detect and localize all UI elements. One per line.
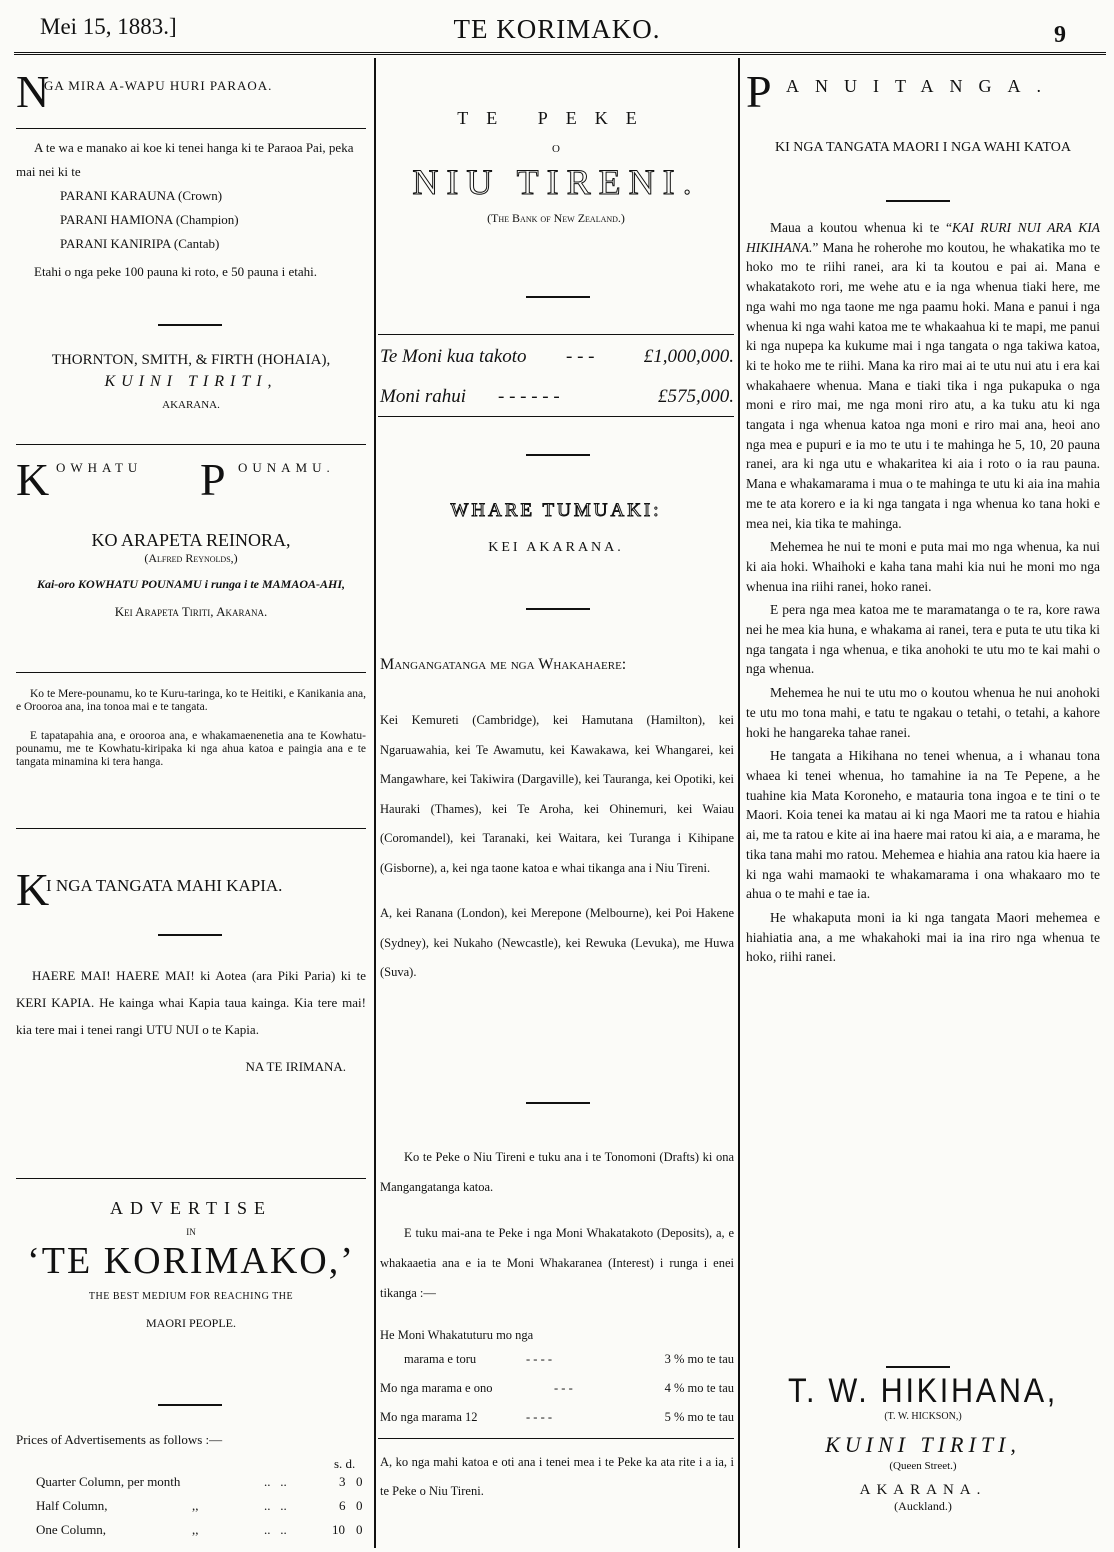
price-label: One Column, xyxy=(36,1522,107,1537)
drafts-note: Ko te Peke o Niu Tireni e tuku ana i te Tonomoni (Drafts) ki ona Mangangatanga katoa. xyxy=(380,1150,734,1194)
price-shillings: 3 xyxy=(339,1474,346,1489)
leader-dots: .. .. xyxy=(264,1522,287,1537)
surveyor-town: AKARANA. xyxy=(859,1482,987,1498)
rule xyxy=(378,1438,734,1439)
leader-dots: .. .. xyxy=(264,1474,287,1489)
firm-town: AKARANA. xyxy=(162,399,220,411)
price-pence: 0 xyxy=(356,1498,363,1513)
bank-title: NIU TIRENI. xyxy=(412,162,700,202)
reserve-row xyxy=(380,386,734,408)
leader-dashes: - - - - xyxy=(526,1352,553,1366)
brand-item: PARANI KANIRIPA (Cantab) xyxy=(60,236,220,251)
drop-cap: P xyxy=(746,66,772,117)
flour-intro: A te wa e manako ai koe ki tenei hanga ki te Paraoa Pai, peka mai nei ki te xyxy=(16,140,354,179)
reserve-label: Moni rahui xyxy=(380,386,467,407)
brand-item: PARANI KARAUNA (Crown) xyxy=(60,188,223,203)
price-table xyxy=(16,1474,368,1544)
text-run: KAI RURI NUI ARA KIA HIKIHANA. xyxy=(746,220,1100,255)
advert-line: THE BEST MEDIUM FOR REACHING THE xyxy=(88,1291,294,1302)
drop-cap: N xyxy=(16,66,50,117)
heading-text: ANUITANGA. xyxy=(786,76,1058,96)
gum-heading xyxy=(16,862,366,915)
bank-line: O xyxy=(552,143,560,155)
greenstone-para1: Ko te Mere-pounamu, ko te Kuru-taringa, ko te Heitiki, e Kanikania ana, e Orooroa ana, ina tonoa mai e te tangata. xyxy=(16,688,366,713)
advertise-notice xyxy=(16,1198,366,1331)
rule xyxy=(886,200,950,202)
rule xyxy=(158,934,222,936)
ditto-mark: ,, xyxy=(192,1522,199,1537)
advert-line: MAORI PEOPLE. xyxy=(145,1316,236,1330)
rule xyxy=(886,1366,950,1368)
surveyor-street: KUINI TIRITI, xyxy=(825,1432,1021,1457)
interest-rates xyxy=(380,1352,734,1432)
price-shillings: 6 xyxy=(339,1498,346,1513)
capital-row xyxy=(380,346,734,368)
masthead-date: Mei 15, 1883.] xyxy=(40,14,177,39)
leader-dashes: - - - - xyxy=(526,1410,553,1424)
rate-value: 4 % mo te tau xyxy=(664,1381,734,1395)
greenstone-para2: E tapatapahia ana, e orooroa ana, e whakamaenenetia ana te Kowhatu-pounamu, me te Kowhatu-kiripaka ki nga ahua katoa e paingia ana e te tangata minamina ki tera hanga. xyxy=(16,730,366,768)
rule xyxy=(378,334,734,335)
price-label: Quarter Column, per month xyxy=(36,1474,181,1489)
drop-cap: K xyxy=(16,864,50,915)
rule xyxy=(526,454,590,456)
jeweller-address: Kei Arapeta Tiriti, Akarana. xyxy=(114,604,268,619)
rate-term: marama e toru xyxy=(404,1352,477,1366)
rule xyxy=(158,324,222,326)
rule xyxy=(16,444,366,445)
gum-signature: NA TE IRIMANA. xyxy=(245,1059,346,1074)
rule xyxy=(16,128,366,129)
leader-dashes: - - - - - - xyxy=(498,386,560,407)
rule xyxy=(16,1178,366,1179)
branches-title: Mangangatanga me nga Whakahaere: xyxy=(380,656,627,673)
bank-title-en: (The Bank of New Zealand.) xyxy=(487,211,625,225)
drop-cap: P xyxy=(200,454,226,505)
notice-para-3: E pera nga mea katoa me te maramatanga o te ra, kore rawa nei he mea kia huna, e whakama ai ranei, tera e puta te utu tika ki nga tangata i nga whenua, e tika anohoki te utu mo te kai mahi o nga whenua. xyxy=(746,602,1100,677)
flour-mill-notice xyxy=(16,66,366,117)
drop-cap: K xyxy=(16,454,50,505)
greenstone-heading xyxy=(16,448,366,505)
prices-unit: s. d. xyxy=(334,1456,356,1471)
price-label: Half Column, xyxy=(36,1498,108,1513)
text-run: Maua a koutou whenua ki te “ xyxy=(770,220,952,235)
branches-list: Kei Kemureti (Cambridge), kei Hamutana (Hamilton), kei Ngaruawahia, kei Te Awamutu, kei Kawakawa, kei Whangarei, kei Mangawhare, kei Takiwira (Dargaville), kei Tauranga, kei Opotiki, kei Hauraki (Thames), kei Te Aroha, kei Ohinemuri, kei Waiau (Coromandel), kei Taranaki, kei Waitara, kei Turanga i Kihipane (Gisborne), a, kei nga taone katoa e whai tikanga ana i Niu Tireni. xyxy=(380,713,734,875)
capital-value: £1,000,000. xyxy=(643,346,734,367)
flour-heading: GA MIRA A-WAPU HURI PARAOA. xyxy=(44,78,273,93)
leader-dashes: - - - xyxy=(554,1381,573,1395)
head-office-location: KEI AKARANA. xyxy=(488,540,624,555)
firm-street: KUINI TIRITI, xyxy=(104,373,278,390)
rule xyxy=(378,416,734,417)
heading-word: OUNAMU. xyxy=(238,460,335,475)
bank-closing: A, ko nga mahi katoa e oti ana i tenei mea i te Peke ka ata rite i a ia, i te Peke o Niu Tireni. xyxy=(380,1455,734,1498)
notice-subheading: KI NGA TANGATA MAORI I NGA WAHI KATOA xyxy=(774,140,1072,155)
rate-term: Mo nga marama 12 xyxy=(380,1410,478,1424)
heading-word: OWHATU xyxy=(56,460,143,475)
leader-dashes: - - - xyxy=(566,346,595,367)
rule xyxy=(526,608,590,610)
masthead-title: TE KORIMAKO. xyxy=(453,14,661,44)
reserve-value: £575,000. xyxy=(658,386,734,407)
price-shillings: 10 xyxy=(332,1522,345,1537)
notice-para-2: Mehemea he nui te moni e puta mai mo nga whenua, ka nui ki aia hoki. Whaihoki e kaha tana mahi kia nui he moni mo nga whenua ina riihi ranei, hoko ranei. xyxy=(746,539,1100,594)
rule xyxy=(16,828,366,829)
surveyor-town-en: (Auckland.) xyxy=(894,1499,952,1513)
price-pence: 0 xyxy=(356,1474,363,1489)
rule xyxy=(526,1102,590,1104)
prices-title: Prices of Advertisements as follows :— xyxy=(16,1432,223,1447)
rate-value: 3 % mo te tau xyxy=(664,1352,734,1366)
jeweller-name: KO ARAPETA REINORA, xyxy=(91,530,291,550)
heading-text: I NGA TANGATA MAHI KAPIA. xyxy=(46,876,283,895)
ditto-mark: ,, xyxy=(192,1498,199,1513)
fixed-deposits-heading: He Moni Whakatuturu mo nga xyxy=(380,1328,534,1342)
bank-advert xyxy=(378,108,734,226)
surveyor-street-en: (Queen Street.) xyxy=(889,1460,957,1472)
flour-note: Etahi o nga peke 100 pauna ki roto, e 50 pauna i etahi. xyxy=(34,264,318,279)
notice-heading xyxy=(746,64,1100,117)
page-number: 9 xyxy=(1054,22,1066,48)
advert-line: IN xyxy=(186,1227,196,1237)
brand-item: PARANI HAMIONA (Champion) xyxy=(60,212,239,227)
deposits-note: E tuku mai-ana te Peke i nga Moni Whakatakoto (Deposits), a, e whakaaetia ana e ia te Moni Whakaranea (Interest) i runga i enei tikanga :— xyxy=(380,1226,734,1300)
rule xyxy=(526,296,590,298)
text-run: ” Mana he roherohe mo koutou, he whakatika mo te hoko mo te riihi ranei, ara ki ta koutou e pai ai. Mana e whakatakoto rori, me wehe atu e ia nga whenua tiaki here, me nga wahi mo nga taone me nga paamu hoki. Mana e panui i nga whenua ki nga wahi katoa me te whakaahua ki te mapi, me panui ki nga nupepa ka kukume mai i nga tangata o nga takiwa katoa, ki te hoko me te riihi. Mana ka riro mai ai te utu nui atu i era kai whakahaere whenua. Mana e tiaki tika i nga pukapuka o nga moni e riro mai, me nga moni riro atu, a ka tuku atu ki nga tangata i nga whenua katoa nga moni e riro mai ana, heoi ano nga mea e pupuri e ia mo te utu i te mahinga he 5, 10, 20 pauna ranei, ara ki nga utu e whakaritea ki aia i roto o ia rau pauna. Mana e whakamarama i mua o te mahinga te utu ki aia ina mahia me te ata korero e ia ki nga tangata i nga whenua ko tana hoki e mea nei, kia tika te mahinga. xyxy=(746,239,1100,531)
masthead-rule xyxy=(14,52,1106,55)
jeweller-name-en: (Alfred Reynolds,) xyxy=(144,551,238,565)
notice-para-4: Mehemea he nui te utu mo o koutou whenua he nui anohoki te utu mo tona mahi, e tatu te ngakau o tetahi, o tetahi, a kahore hoki he hangareka tahae ranei. xyxy=(746,685,1100,740)
column-divider-1 xyxy=(374,58,376,1548)
advert-title: ‘TE KORIMAKO,’ xyxy=(27,1240,355,1282)
column-divider-2 xyxy=(738,58,740,1548)
rate-value: 5 % mo te tau xyxy=(664,1410,734,1424)
advert-line: ADVERTISE xyxy=(110,1198,272,1218)
rate-term: Mo nga marama e ono xyxy=(380,1381,493,1395)
gum-body: HAERE MAI! HAERE MAI! ki Aotea (ara Piki Paria) ki te KERI KAPIA. He kainga whai Kapia taua kainga. Kia tere mai! kia tere mai i tenei rangi UTU NUI o te Kapia. xyxy=(16,968,366,1037)
price-pence: 0 xyxy=(356,1522,363,1537)
notice-para-6: He whakaputa moni ia ki nga tangata Maori mehemea e hiahiatia ana, a me whakahoki mai ia ina riro nga whenua te hoko, riihi ranei. xyxy=(746,909,1100,965)
rule xyxy=(158,1404,222,1406)
notice-para-5: He tangata a Hikihana no tenei whenua, a i whanau tona whaea ki tenei whenua, ho tamahine ia na Te Pepene, a he tuahine kia Mata Koroneho, e matauria tona ingoa e te tini o te Maori. Koia tenei ka matau ai ki nga Maori me ta ratou e hiahia ai, me ta ratou e kite ai ina haere mai ratou ki aia, a e marama, he tika tana mahi mo ratou. Mehemea e hiahia ana ratou kia haere ia ki nga wahi mamaoki te whakamarama i ona whakaaro mo te ahua o te mahi e tae ia. xyxy=(746,748,1100,902)
overseas-branches: A, kei Ranana (London), kei Merepone (Melbourne), kei Poi Hakene (Sydney), kei Nukaho (Newcastle), kei Rewuka (Levuka), me Huwa (Suva). xyxy=(380,906,734,979)
bank-line: TE PEKE xyxy=(457,108,655,128)
surveyor-name: T. W. HIKIHANA, xyxy=(787,1372,1059,1410)
capital-label: Te Moni kua takoto xyxy=(380,346,527,367)
rule xyxy=(16,672,366,673)
jeweller-trade: Kai-oro KOWHATU POUNAMU i runga i te MAMAOA-AHI, xyxy=(36,577,346,591)
head-office-title: WHARE TUMUAKI: xyxy=(450,500,662,521)
firm-name: THORNTON, SMITH, & FIRTH (HOHAIA), xyxy=(51,352,331,368)
notice-para-1 xyxy=(746,218,1100,533)
surveyor-name-en: (T. W. HICKSON,) xyxy=(884,1411,962,1422)
leader-dots: .. .. xyxy=(264,1498,287,1513)
